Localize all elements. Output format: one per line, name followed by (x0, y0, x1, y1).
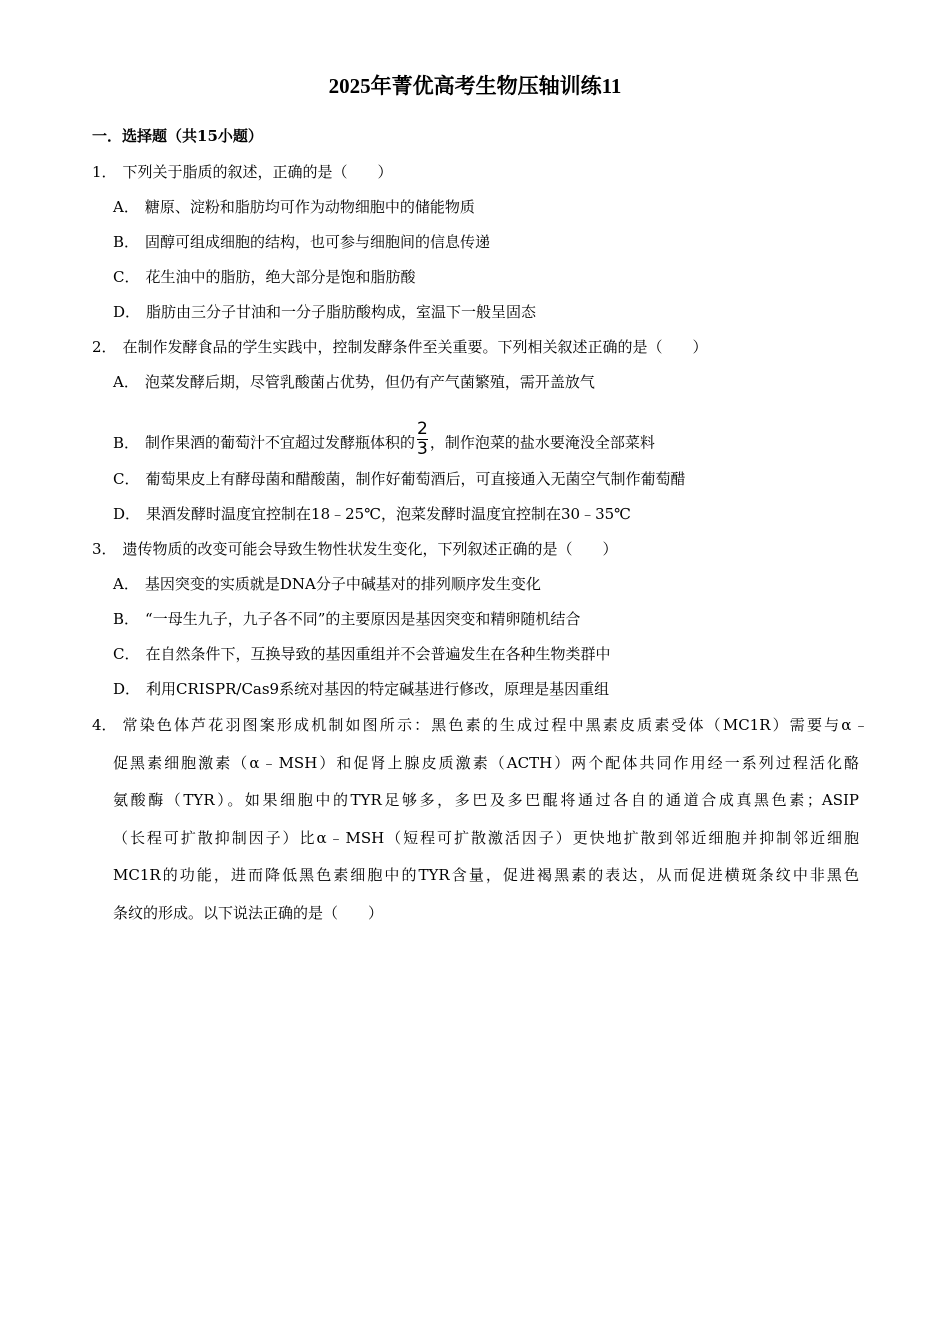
option-text-after: ，制作泡菜的盐水要淹没全部菜料 (429, 433, 655, 452)
option-text-before: 制作果酒的葡萄汁不宜超过发酵瓶体积的 (145, 433, 416, 452)
question-4-text-line: 促黑素细胞激素（α﹣MSH）和促肾上腺皮质激素（ACTH）两个配体共同作用经一系列过程活化酪 (113, 754, 859, 772)
section-heading: 一．选择题（共15小题） (92, 127, 263, 145)
question-3-stem (92, 539, 618, 559)
option-text: 果酒发酵时温度宜控制在18﹣25℃，泡菜发酵时温度宜控制在30﹣35℃ (146, 505, 631, 523)
question-4-text-line: MC1R的功能，进而降低黑色素细胞中的TYR含量，促进褐黑素的表达，从而促进横斑条纹中非黑色 (113, 866, 859, 884)
question-4-text-line: 氨酸酶（TYR）。如果细胞中的TYR足够多，多巴及多巴醌将通过各自的通道合成真黑色素；ASIP (113, 791, 859, 809)
question-number: 4． (92, 716, 117, 734)
question-1-option-d (113, 302, 536, 322)
question-4-stem (92, 715, 869, 735)
option-letter: D． (113, 680, 141, 698)
option-text: “一母生九子，九子各不同”的主要原因是基因突变和精卵随机结合 (145, 610, 581, 628)
question-number: 1． (92, 163, 117, 181)
question-number: 2． (92, 338, 117, 356)
fraction (417, 420, 428, 459)
option-text: 利用CRISPR/Cas9系统对基因的特定碱基进行修改，原理是基因重组 (146, 680, 610, 698)
option-letter: D． (113, 505, 141, 523)
question-2-stem (92, 337, 708, 357)
question-text: 在制作发酵食品的学生实践中，控制发酵条件至关重要。下列相关叙述正确的是（ ） (122, 338, 708, 356)
question-4-text-line: 条纹的形成。以下说法正确的是（ ） (113, 904, 384, 922)
page-title: 2025年菁优高考生物压轴训练11 (328, 74, 622, 98)
option-text: 脂肪由三分子甘油和一分子脂肪酸构成，室温下一般呈固态 (146, 303, 537, 321)
option-text: 泡菜发酵后期，尽管乳酸菌占优势，但仍有产气菌繁殖，需开盖放气 (144, 373, 595, 391)
question-1-option-c (113, 267, 416, 287)
option-letter: C． (113, 470, 140, 488)
question-text: 遗传物质的改变可能会导致生物性状发生变化，下列叙述正确的是（ ） (122, 540, 618, 558)
question-4-text-line: （长程可扩散抑制因子）比α﹣MSH（短程可扩散激活因子）更快地扩散到邻近细胞并抑制邻近细胞 (113, 829, 859, 847)
option-text: 葡萄果皮上有酵母菌和醋酸菌，制作好葡萄酒后，可直接通入无菌空气制作葡萄醋 (145, 470, 686, 488)
question-1-stem (92, 162, 393, 182)
question-number: 3． (92, 540, 117, 558)
fraction-numerator: 2 (417, 419, 428, 439)
question-3-option-d (113, 679, 609, 699)
option-letter: A． (113, 575, 139, 593)
option-text: 在自然条件下，互换导致的基因重组并不会普遍发生在各种生物类群中 (145, 645, 611, 663)
option-letter: B． (113, 233, 140, 251)
option-letter: B． (113, 610, 140, 628)
option-text: 固醇可组成细胞的结构，也可参与细胞间的信息传递 (145, 233, 491, 251)
question-2-option-d (113, 504, 631, 524)
question-3-option-c (113, 644, 611, 664)
option-text: 糖原、淀粉和脂肪均可作为动物细胞中的储能物质 (144, 198, 475, 216)
option-letter: C． (113, 645, 140, 663)
question-3-option-a (113, 574, 541, 594)
question-1-option-a (113, 197, 475, 217)
question-2-option-a (113, 372, 595, 392)
option-letter: D． (113, 303, 141, 321)
question-1-option-b (113, 232, 490, 252)
question-text: 下列关于脂质的叙述，正确的是（ ） (122, 163, 393, 181)
question-text-line: 常染色体芦花羽图案形成机制如图所示：黑色素的生成过程中黑素皮质素受体（MC1R）需要与α﹣ (122, 716, 869, 734)
option-letter: B． (113, 433, 140, 452)
option-text: 基因突变的实质就是DNA分子中碱基对的排列顺序发生变化 (144, 575, 541, 593)
option-letter: A． (113, 198, 139, 216)
option-letter: A． (113, 373, 139, 391)
question-2-option-c (113, 469, 686, 489)
question-2-option-b (113, 419, 655, 463)
option-text: 花生油中的脂肪，绝大部分是饱和脂肪酸 (145, 268, 416, 286)
fraction-denominator: 3 (417, 439, 428, 459)
option-letter: C． (113, 268, 140, 286)
question-3-option-b (113, 609, 580, 629)
